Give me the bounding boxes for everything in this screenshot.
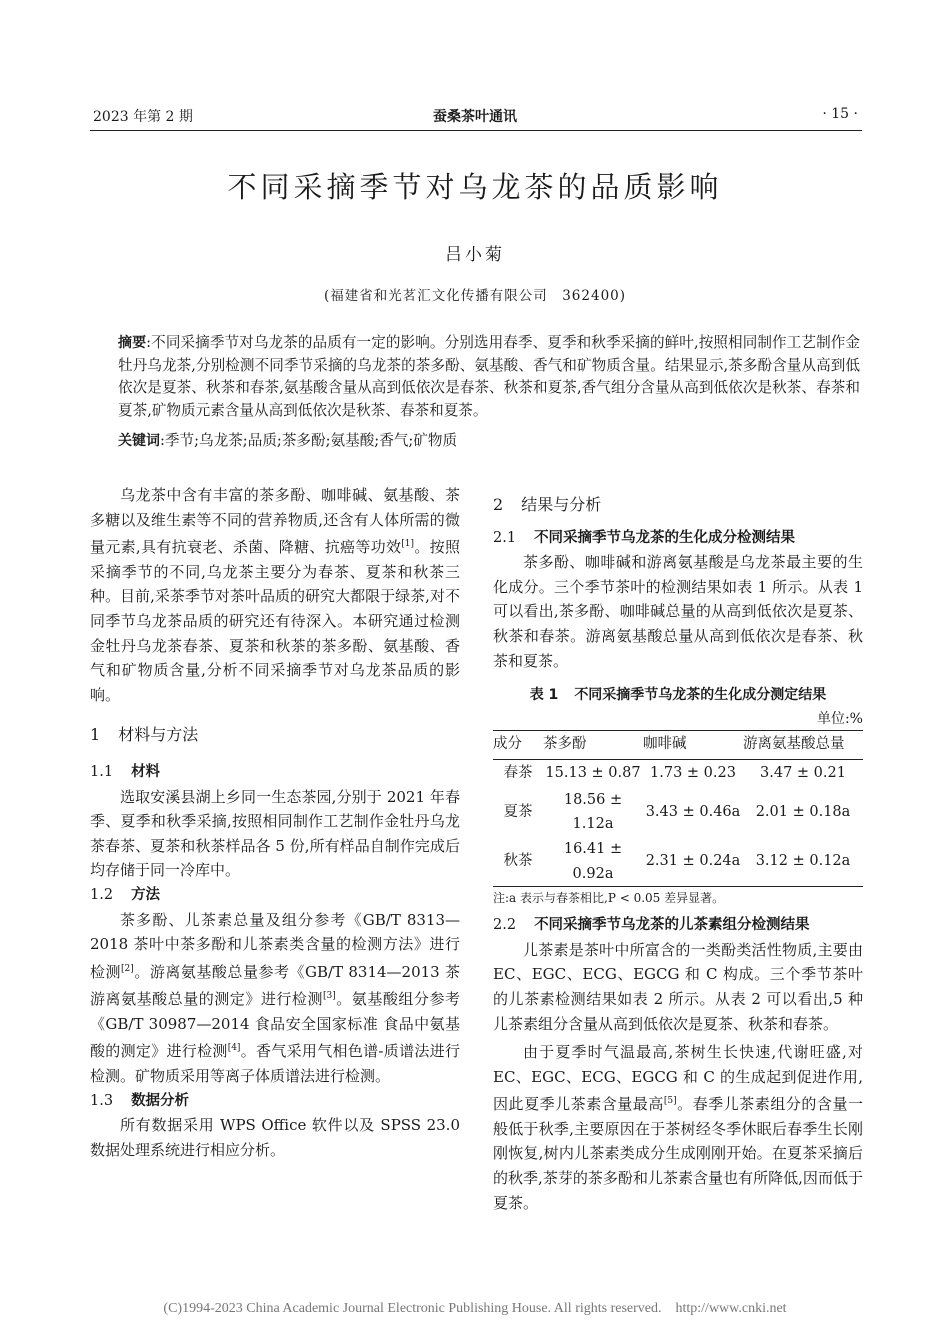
- left-column: [90, 483, 460, 1162]
- right-column: [493, 493, 863, 1215]
- abstract-label: 摘要: [118, 335, 147, 351]
- journal-name: 蚕桑茶叶通讯: [433, 109, 517, 125]
- table-cell: 16.41 ± 0.92a: [543, 837, 643, 887]
- keywords-label: 关键词: [118, 433, 160, 449]
- table-cell: 2.01 ± 0.18a: [755, 804, 851, 821]
- table-1: [493, 730, 863, 887]
- page-number: · 15 ·: [822, 106, 858, 122]
- paper-title: 不同采摘季节对乌龙茶的品质影响: [227, 170, 723, 204]
- abstract: [118, 332, 860, 422]
- section-2-1-heading: 2.1 不同采摘季节乌龙茶的生化成分检测结果: [493, 529, 796, 546]
- section-1-3-text: 所有数据采用 WPS Office 软件以及 SPSS 23.0 数据处理系统进行相应分析。: [90, 1116, 460, 1159]
- issue-label: 2023 年第 2 期: [93, 109, 193, 125]
- copyright-footer: (C)1994-2023 China Academic Journal Electronic Publishing House. All rights reserved. http://www.cnki.net: [163, 1301, 787, 1316]
- table-row: [493, 759, 863, 788]
- keywords: [118, 430, 860, 453]
- keywords-text: :季节;乌龙茶;品质;茶多酚;氨基酸;香气;矿物质: [160, 432, 458, 449]
- abstract-text: :不同采摘季节对乌龙茶的品质有一定的影响。分别选用春季、夏季和秋季采摘的鲜叶,按照相同制作工艺制作金牡丹乌龙茶,分别检测不同季节采摘的乌龙茶的茶多酚、氨基酸、香气和矿物质含量。结果显示,茶多酚含量从高到低依次是夏茶、秋茶和春茶,氨基酸含量从高到低依次是春茶、秋茶和夏茶,香气组分含量从高到低依次是秋茶、春茶和夏茶,矿物质元素含量从高到低依次是秋茶、春茶和夏茶。: [118, 334, 860, 419]
- table-cell: 3.43 ± 0.46a: [645, 804, 741, 821]
- table-cell: 15.13 ± 0.87: [545, 765, 641, 782]
- section-1-3-heading: 1.3 数据分析: [90, 1092, 190, 1109]
- author: 吕小菊: [445, 245, 505, 265]
- section-2-2-heading: 2.2 不同采摘季节乌龙茶的儿茶素组分检测结果: [493, 917, 810, 934]
- table-1-unit: 单位:%: [816, 710, 863, 727]
- table-cell: 夏茶: [503, 804, 533, 821]
- section-1-2-text: 茶多酚、儿茶素总量及组分参考《GB/T 8313—2018 茶叶中茶多酚和儿茶素类含量的检测方法》进行检测[2]。游离氨基酸总量参考《GB/T 8314—2013 茶游离氨基酸总量的测定》进行检测[3]。氨基酸组分参考《GB/T 30987—2014 食品安全国家标准 食品中氨基酸的测定》进行检测[4]。香气采用气相色谱-质谱法进行检测。矿物质采用等离子体质谱法进行检测。: [90, 910, 460, 1086]
- section-1-2-heading: 1.2 方法: [90, 886, 161, 903]
- table-cell: 春茶: [503, 765, 533, 782]
- affiliation: (福建省和光茗汇文化传播有限公司 362400): [323, 288, 627, 304]
- table-cell: 3.12 ± 0.12a: [743, 837, 863, 887]
- table-cell: 3.47 ± 0.21: [760, 765, 846, 782]
- section-2-2-text-2: 由于夏季时气温最高,茶树生长快速,代谢旺盛,对 EC、EGC、ECG、EGCG 和 C 的生成起到促进作用,因此夏季儿茶素含量最高[5]。春季儿茶素组分的含量一般低于秋季,主要原因在于茶树经冬季休眠后春季生长刚刚恢复,树内儿茶素类成分生成刚刚开始。在夏茶采摘后的秋季,茶芽的茶多酚和儿茶素含量也有所降低,因而低于夏茶。: [493, 1043, 863, 1212]
- table-header-row: [493, 730, 863, 759]
- citation-ref: [4]: [227, 1043, 241, 1054]
- table-row: [493, 788, 863, 837]
- citation-ref: [1]: [401, 539, 415, 550]
- citation-ref: [5]: [663, 1096, 677, 1107]
- section-2-heading: 2 结果与分析: [493, 495, 602, 514]
- table-1-note: 注:a 表示与春茶相比,P < 0.05 差异显著。: [493, 891, 725, 906]
- section-1-1-text: 选取安溪县湖上乡同一生态茶园,分别于 2021 年春季、夏季和秋季采摘,按照相同制作工艺制作金牡丹乌龙茶春茶、夏茶和秋茶样品各 5 份,所有样品自制作完成后均存储于同一冷库中。: [90, 787, 460, 880]
- section-1-heading: 1 材料与方法: [90, 725, 199, 745]
- intro-paragraph: 乌龙茶中含有丰富的茶多酚、咖啡碱、氨基酸、茶多糖以及维生素等不同的营养物质,还含有人体所需的微量元素,具有抗衰老、杀菌、降糖、抗癌等功效[1]。按照采摘季节的不同,乌龙茶主要分为春茶、夏茶和秋茶三种。目前,采茶季节对茶叶品质的研究大都限于绿茶,对不同季节乌龙茶品质的研究还有待深入。本研究通过检测金牡丹乌龙茶春茶、夏茶和秋茶的茶多酚、氨基酸、香气和矿物质含量,分析不同采摘季节对乌龙茶品质的影响。: [90, 486, 460, 704]
- table-header-cell: 咖啡碱: [643, 730, 743, 759]
- table-cell: 18.56 ± 1.12a: [563, 791, 623, 833]
- table-cell: 秋茶: [493, 837, 543, 887]
- header-rule: [90, 130, 862, 131]
- table-header-cell: 成分: [493, 730, 543, 759]
- table-cell: 2.31 ± 0.24a: [643, 837, 743, 887]
- section-1-1-heading: 1.1 材料: [90, 763, 161, 780]
- table-row: [493, 837, 863, 887]
- section-2-2-text-1: 儿茶素是茶叶中所富含的一类酚类活性物质,主要由 EC、EGC、ECG、EGCG 和 C 构成。三个季节茶叶的儿茶素检测结果如表 2 所示。从表 2 可以看出,5 种儿茶素组分含量从高到低依次是夏茶、秋茶和春茶。: [493, 940, 863, 1033]
- section-2-1-text: 茶多酚、咖啡碱和游离氨基酸是乌龙茶最主要的生化成分。三个季节茶叶的检测结果如表 1 所示。从表 1 可以看出,茶多酚、咖啡碱总量的从高到低依次是夏茶、秋茶和春茶。游离氨基酸总量从高到低依次是春茶、秋茶和夏茶。: [493, 553, 863, 670]
- citation-ref: [2]: [121, 963, 134, 974]
- table-cell: 1.73 ± 0.23: [650, 765, 736, 782]
- table-header-cell: 游离氨基酸总量: [743, 730, 863, 759]
- table-1-caption: 表 1 不同采摘季节乌龙茶的生化成分测定结果: [529, 687, 827, 704]
- citation-ref: [3]: [322, 991, 336, 1002]
- table-header-cell: 茶多酚: [543, 730, 643, 759]
